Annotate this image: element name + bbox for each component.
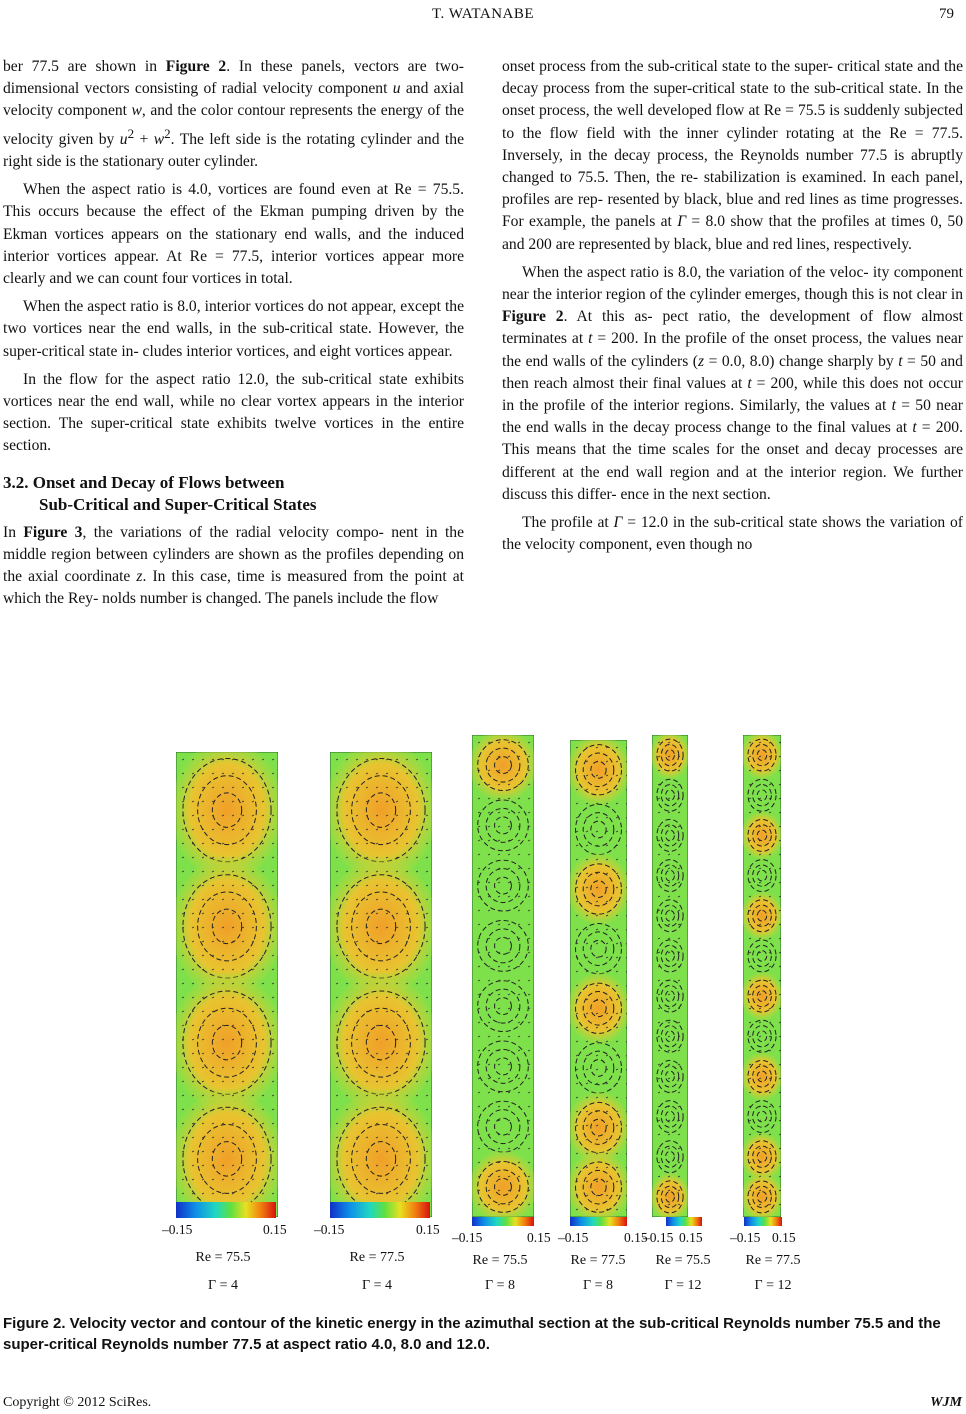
colorbar-min-label: –0.15 [452,1230,483,1245]
paragraph: The profile at Γ = 12.0 in the sub-critical state shows the variation of the velocity component, even though no [502,514,963,554]
aspect-ratio-label: Γ = 12 [664,1278,702,1293]
colorbar-min-label: –0.15 [162,1222,193,1237]
right-column [502,56,963,562]
energy-contour [743,972,781,1020]
energy-contour [570,740,627,806]
flow-field-panel [330,752,432,1217]
reynolds-label: Re = 77.5 [570,1253,626,1268]
energy-contour [743,1052,781,1100]
energy-contour [330,1089,432,1217]
energy-contour [743,735,781,779]
aspect-ratio-label: Γ = 12 [754,1278,792,1293]
reynolds-label: Re = 75.5 [472,1253,528,1268]
colorbar-max-label: 0.15 [416,1222,440,1237]
colorbar [744,1217,782,1226]
energy-contour [743,811,781,859]
running-head-author: T. WATANABE [431,6,535,22]
flow-field-panel [472,735,534,1217]
colorbar [666,1217,702,1226]
reynolds-label: Re = 77.5 [745,1253,801,1268]
colorbar-max-label: 0.15 [679,1230,703,1245]
aspect-ratio-label: Γ = 4 [208,1278,238,1293]
energy-contour [472,1151,534,1217]
page-number: 79 [939,6,954,22]
paragraph: In the flow for the aspect ratio 12.0, the sub-critical state exhibits vortices near the end wall, while no clear vortex appears in the interior section. The super-critical state exhibits twelve vortices in the entire section. [3,370,464,455]
flow-field-panel [652,735,688,1217]
energy-contour [570,1151,627,1217]
figure-2 [160,730,820,1300]
reynolds-label: Re = 75.5 [195,1250,251,1265]
aspect-ratio-label: Γ = 8 [485,1278,515,1293]
colorbar-max-label: 0.15 [263,1222,287,1237]
aspect-ratio-label: Γ = 8 [583,1278,613,1293]
colorbar [176,1202,276,1218]
journal-abbrev: WJM [930,1395,962,1410]
figure-caption: Figure 2. Velocity vector and contour of the kinetic energy in the azimuthal section at the sub-critical Reynolds number 75.5 and the super-critical Reynolds number 77.5 at aspect ratio 4.0, 8.0 and 12.0. [3,1315,941,1353]
energy-contour [743,892,781,940]
colorbar [330,1202,430,1218]
energy-contour [743,1173,781,1217]
colorbar-max-label: 0.15 [772,1230,796,1245]
reynolds-label: Re = 75.5 [655,1253,711,1268]
paragraph: When the aspect ratio is 8.0, the variation of the veloc- ity component near the interior region of the cylinder emerges, though this is not clear in Figure 2. At this as- pect ratio, the development of flow almost terminates at t = 200. In the profile of the onset process, the values near the end walls of the cylinders (z = 0.0, 8.0) change sharply by t = 50 and then reach almost their final values at t = 200, while this does not occur in the profile of the interior regions. Similarly, the values at t = 50 near the end walls in the decay process change to the final values at t = 200. This means that the time scales for the onset and decay processes are different at the end wall region and at the interior region. We further discuss this differ- ence in the next section. [502,263,964,503]
colorbar [472,1217,534,1226]
energy-contour [472,735,534,801]
paragraph: When the aspect ratio is 4.0, vortices are found even at Re = 75.5. This occurs because the effect of the Ekman pumping driven by the Ekman vortices appears on the stationary end walls, and the induced interior vortices appear. At Re = 77.5, interior vortices appear more clearly and we can count four vortices in total. [3,181,464,288]
reynolds-label: Re = 77.5 [349,1250,405,1265]
colorbar [570,1217,627,1226]
colorbar-max-label: 0.15 [527,1230,551,1245]
aspect-ratio-label: Γ = 4 [362,1278,392,1293]
flow-field-panel [176,752,278,1217]
section-heading: 3.2. Onset and Decay of Flows between Sub-Critical and Super-Critical States [3,472,317,514]
paragraph: When the aspect ratio is 8.0, interior vortices do not appear, except the two vortices near the end walls, in the sub-critical state. However, the super-critical state in- cludes interior vortices, and eight vortices appear. [3,298,464,360]
paragraph: onset process from the sub-critical state to the super- critical state and the decay process from the super-critical state to the sub-critical state. In the onset process, the well developed flow at Re = 75.5 is suddenly subjected to the flow field with the inner cylinder rotating at the Re = 77.5. Inversely, in the decay process, the Reynolds number 77.5 is abruptly changed to 75.5. Then, the re- stabilization is examined. In each panel, profiles are rep- resented by black, blue and red lines as time progresses. For example, the panels at Γ = 8.0 show that the profiles at times 0, 50 and 200 are represented by black, blue and red lines, respectively. [502,58,963,253]
flow-field-panel [570,740,627,1217]
flow-field-panel [743,735,781,1217]
left-column [3,56,464,616]
paragraph: ber 77.5 are shown in Figure 2. In these panels, vectors are two-dimensional vectors consisting of radial velocity component u and axial velocity component w, and the color contour represents the energy of the velocity given by $u^2 + w^2$. The left side is the rotating cylinder and the right side is the stationary outer cylinder. [3,58,464,170]
figure-reference[interactable]: Figure 2 [165,58,227,75]
figure-reference[interactable]: Figure 2 [502,308,564,326]
energy-contour [176,1089,278,1217]
figure-reference[interactable]: Figure 3 [23,523,83,541]
paragraph: In Figure 3, the variations of the radial velocity compo- nent in the middle region between cylinders are shown as the profiles depending on the axial coordinate z. In this case, time is measured from the point at which the Rey- nolds number is changed. The panels include the flow [3,523,465,608]
page-header [0,0,966,24]
colorbar-min-label: –0.15 [314,1222,345,1237]
colorbar-min-label: –0.15 [730,1230,761,1245]
colorbar-min-label: –0.15 [558,1230,589,1245]
colorbar-max-label: 0.15 [624,1230,648,1245]
colorbar-min-label: –0.15 [643,1230,674,1245]
copyright: Copyright © 2012 SciRes. [3,1395,152,1410]
